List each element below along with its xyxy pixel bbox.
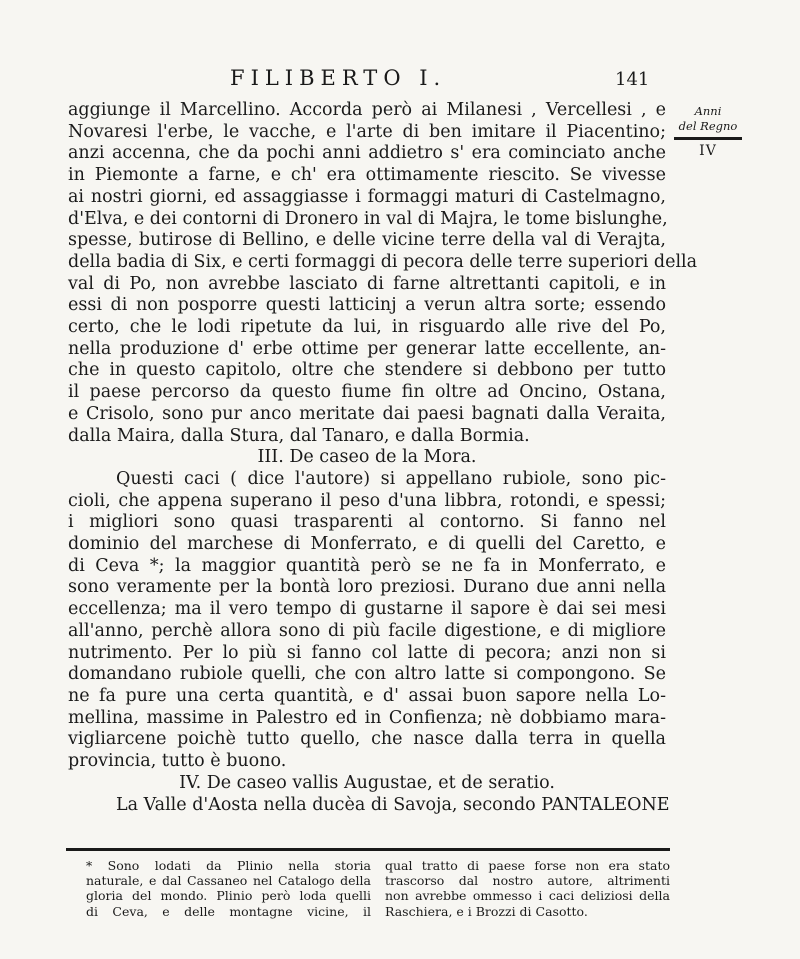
section-heading: III. De caseo de la Mora. <box>257 447 477 468</box>
text-line: nella produzione d' erbe ottime per generar latte eccellente, an- <box>68 338 666 359</box>
text-line: Questi caci ( dice l'autore) si appellano rubiole, sono pic- <box>116 468 666 489</box>
text-line: provincia, tutto è buono. <box>68 751 287 772</box>
text-line: di Ceva *; la maggior quantità però se ne fa in Monferrato, e <box>68 555 666 576</box>
text-line: aggiunge il Marcellino. Accorda però ai Milanesi , Vercellesi , e <box>68 100 666 120</box>
text-line: Novaresi l'erbe, le vacche, e l'arte di ben imitare il Piacentino; <box>68 121 666 142</box>
text-line: eccellenza; ma il vero tempo di gustarne il sapore è dai sei mesi <box>68 599 666 620</box>
text-line: sono veramente per la bontà loro preziosi. Durano due anni nella <box>68 577 666 598</box>
text-line: anzi accenna, che da pochi anni addietro s' era cominciato anche <box>68 143 666 164</box>
text-line: mellina, massime in Palestro ed in Confienza; nè dobbiamo mara- <box>68 707 666 728</box>
running-title: FILIBERTO I. <box>230 66 447 90</box>
footnote-line: gloria del mondo. Plinio però loda quelli <box>86 888 371 904</box>
text-line: essi di non posporre questi latticinj a verun altra sorte; essendo <box>68 295 666 316</box>
margin-note <box>668 104 748 159</box>
footnote-rule <box>66 848 670 851</box>
footnote-line: * Sono lodati da Plinio nella storia <box>86 858 371 873</box>
text-line: d'Elva, e dei contorni di Dronero in val di Majra, le tome bislunghe, <box>68 208 668 229</box>
margin-note-line2: del Regno <box>678 119 738 133</box>
footnote-line: naturale, e dal Cassaneo nel Catalogo della <box>86 873 371 889</box>
margin-note-number: IV <box>699 143 717 159</box>
footnote-line: di Ceva, e delle montagne vicine, il <box>86 903 371 919</box>
section-heading: IV. De caseo vallis Augustae, et de seratio. <box>179 772 555 793</box>
text-line: nutrimento. Per lo più si fanno col latte di pecora; anzi non si <box>68 642 666 663</box>
text-line: val di Po, non avrebbe lasciato di farne altrettanti capitoli, e in <box>68 273 666 294</box>
body-text <box>68 100 698 816</box>
text-line: della badia di Six, e certi formaggi di pecora delle terre superiori della <box>68 251 698 272</box>
page-number: 141 <box>615 69 650 90</box>
footnote-right-column <box>385 858 670 919</box>
text-line: il paese percorso da questo fiume fin oltre ad Oncino, Ostana, <box>68 382 666 403</box>
footnote-left-column <box>86 858 371 919</box>
text-line: che in questo capitolo, oltre che stendere si debbono per tutto <box>68 360 666 381</box>
footnote-line: non avrebbe ommesso i caci deliziosi della <box>385 888 670 904</box>
text-line: in Piemonte a farne, e ch' era ottimamente riescito. Se vivesse <box>68 165 666 186</box>
text-line: ne fa pure una certa quantità, e d' assai buon sapore nella Lo- <box>68 685 666 706</box>
margin-rule <box>674 137 742 140</box>
text-line: vigliarcene poichè tutto quello, che nasce dalla terra in quella <box>68 729 666 750</box>
text-line: ai nostri giorni, ed assaggiasse i formaggi maturi di Castelmagno, <box>68 186 666 207</box>
footnote-line: trascorso dal nostro autore, altrimenti <box>385 873 670 889</box>
text-line: dominio del marchese di Monferrato, e di quelli del Caretto, e <box>68 534 666 555</box>
margin-note-line1: Anni <box>694 104 722 118</box>
running-head <box>0 66 800 96</box>
text-line: domandano rubiole quelli, che con altro latte si compongono. Se <box>68 664 666 685</box>
footnote-line: qual tratto di paese forse non era stato <box>385 858 670 873</box>
text-line: all'anno, perchè allora sono di più facile digestione, e di migliore <box>68 620 666 641</box>
text-line: dalla Maira, dalla Stura, dal Tanaro, e dalla Bormia. <box>68 425 530 446</box>
footnote-line: Raschiera, e i Brozzi di Casotto. <box>385 903 588 919</box>
text-line: spesse, butirose di Bellino, e delle vicine terre della val di Verajta, <box>68 230 666 251</box>
text-line: e Crisolo, sono pur anco meritate dai paesi bagnati dalla Veraita, <box>68 403 666 424</box>
text-line: cioli, che appena superano il peso d'una libbra, rotondi, e spessi; <box>68 490 666 511</box>
text-line: La Valle d'Aosta nella ducèa di Savoja, secondo PANTALEONE <box>116 794 670 815</box>
text-line: i migliori sono quasi trasparenti al contorno. Si fanno nel <box>68 512 666 533</box>
text-line: certo, che le lodi ripetute da lui, in risguardo alle rive del Po, <box>68 317 666 338</box>
